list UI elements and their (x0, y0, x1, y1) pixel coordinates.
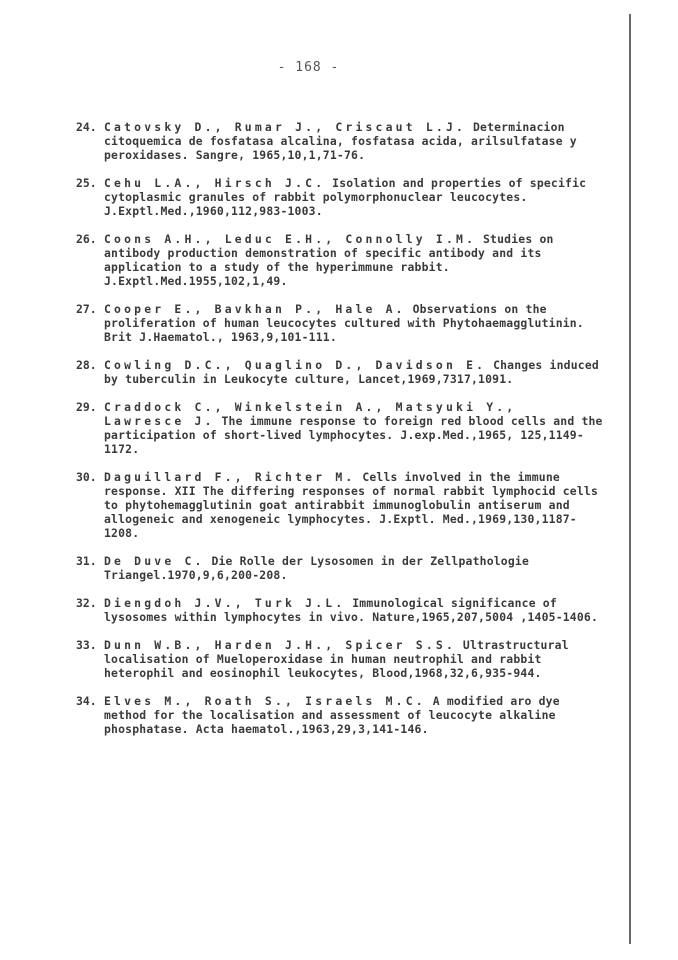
reference-authors: Cehu L.A., Hirsch J.C. (104, 176, 326, 190)
reference-text: Determinacion citoquemica de fosfatasa alcalina, fosfatasa acida, arilsulfatase y peroxidases. Sangre, 1965,10,1,71-76. (104, 120, 577, 162)
reference-authors: Catovsky D., Rumar J., Criscaut L.J. (104, 120, 467, 134)
page-number: - 168 - (277, 60, 340, 75)
reference-item (76, 176, 606, 218)
reference-number: 28. (76, 358, 97, 372)
reference-number: 33. (76, 638, 97, 652)
reference-text: Changes induced by tuberculin in Leukocyte culture, Lancet,1969,7317,1091. (104, 358, 599, 386)
reference-authors: Elves M., Roath S., Israels M.C. (104, 694, 426, 708)
reference-item (76, 554, 606, 582)
reference-authors: Daguillard F., Richter M. (104, 470, 356, 484)
reference-item (76, 358, 606, 386)
reference-item (76, 596, 606, 624)
reference-number: 30. (76, 470, 97, 484)
reference-item (76, 232, 606, 288)
reference-authors: Dunn W.B., Harden J.H., Spicer S.S. (104, 638, 457, 652)
reference-number: 25. (76, 176, 97, 190)
reference-text: Observations on the proliferation of human leucocytes cultured with Phytohaemagglutinin. Brit J.Haematol., 1963,9,101-111. (104, 302, 584, 344)
page-edge-line (629, 14, 631, 944)
reference-authors: Cooper E., Bavkhan P., Hale A. (104, 302, 406, 316)
reference-number: 24. (76, 120, 97, 134)
reference-item (76, 400, 606, 456)
reference-text: Ultrastructural localisation of Mueloperoxidase in human neutrophil and rabbit heterophil and eosinophil leukocytes, Blood,1968,32,6,935-944. (104, 638, 569, 680)
reference-number: 26. (76, 232, 97, 246)
reference-item (76, 694, 606, 736)
reference-text: Isolation and properties of specific cytoplasmic granules of rabbit polymorphonuclear leucocytes. J.Exptl.Med.,1960,112,983-1003. (104, 176, 587, 218)
reference-number: 29. (76, 400, 97, 414)
reference-item (76, 120, 606, 162)
reference-authors: Cowling D.C., Quaglino D., Davidson E. (104, 358, 487, 372)
reference-text: Immunological significance of lysosomes within lymphocytes in vivo. Nature,1965,207,5004 ,1405-1406. (104, 596, 599, 624)
reference-item (76, 302, 606, 344)
reference-text: The immune response to foreign red blood cells and the participation of short-lived lymphocytes. J.exp.Med.,1965, 125,1149-1172. (104, 414, 603, 456)
reference-text: Die Rolle der Lysosomen in der Zellpathologie Triangel.1970,9,6,200-208. (104, 554, 530, 582)
reference-item (76, 470, 606, 540)
reference-authors: De Duve C. (104, 554, 205, 568)
reference-authors: Coons A.H., Leduc E.H., Connolly I.M. (104, 232, 477, 246)
reference-list (76, 120, 606, 750)
reference-number: 27. (76, 302, 97, 316)
reference-text: A modified aro dye method for the localisation and assessment of leucocyte alkaline phosphatase. Acta haematol.,1963,29,3,141-146. (104, 694, 560, 736)
reference-text: Cells involved in the immune response. XII The differing responses of normal rabbit lymphocid cells to phytohemagglutinin goat antirabbit immunoglobulin antiserum and allogeneic and xenogeneic lymphocytes. J.Exptl. Med.,1969,130,1187-1208. (104, 470, 599, 540)
reference-number: 34. (76, 694, 97, 708)
reference-authors: Diengdoh J.V., Turk J.L. (104, 596, 346, 610)
reference-number: 32. (76, 596, 97, 610)
reference-authors: Craddock C., Winkelstein A., Matsyuki Y., Lawresce J. (104, 400, 517, 428)
reference-number: 31. (76, 554, 97, 568)
reference-item (76, 638, 606, 680)
reference-text: Studies on antibody production demonstration of specific antibody and its application to a study of the hyperimmune rabbit. J.Exptl.Med.1955,102,1,49. (104, 232, 554, 288)
